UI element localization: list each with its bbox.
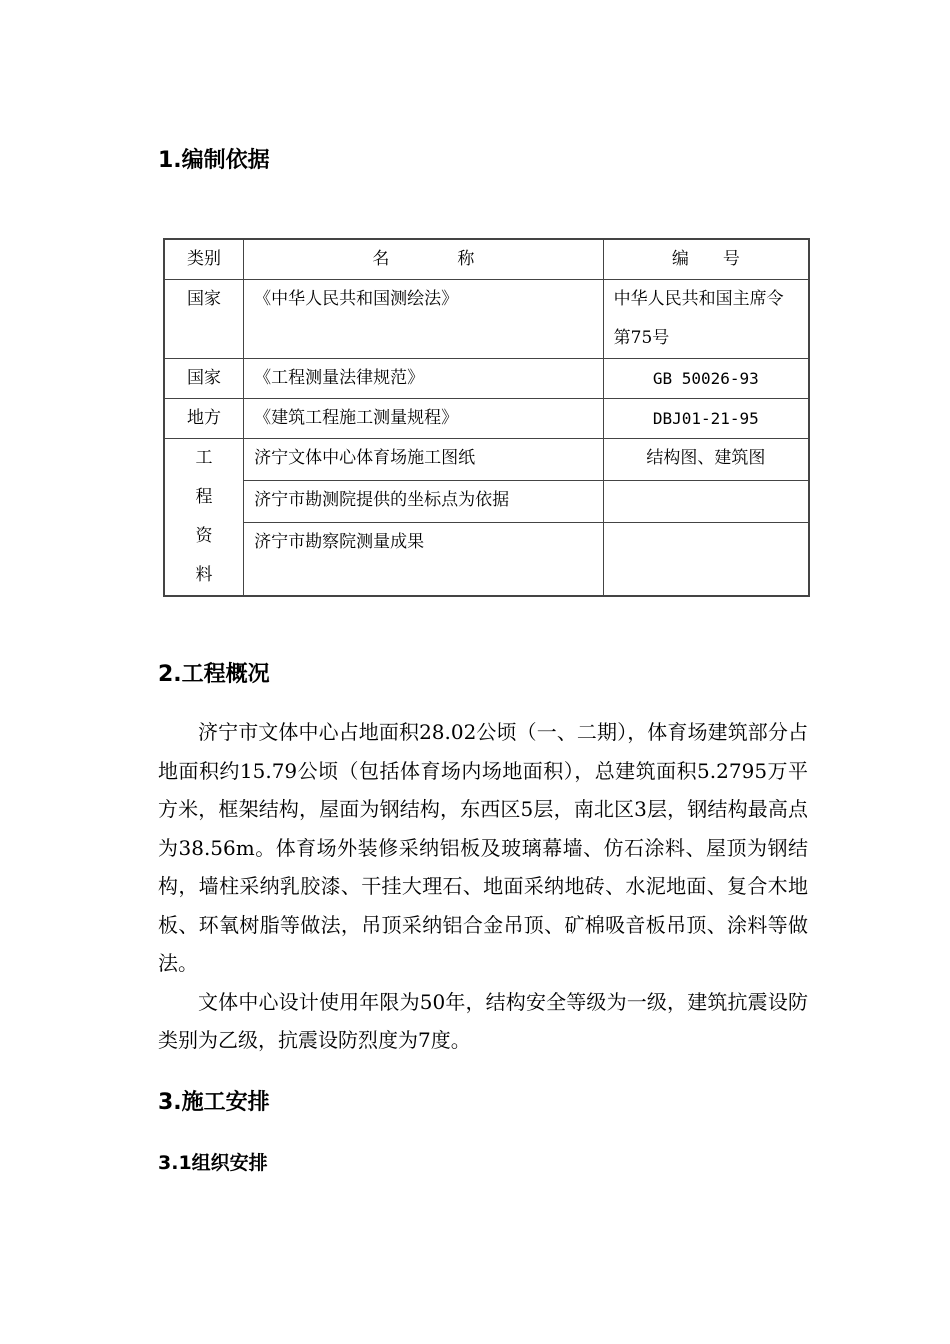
row-name: 《中华人民共和国测绘法》	[244, 280, 604, 359]
row-name: 济宁市勘察院测量成果	[244, 522, 604, 596]
header-name: 名 称	[244, 239, 604, 280]
row-number: GB 50026-93	[603, 359, 809, 399]
row-name: 《工程测量法律规范》	[244, 359, 604, 399]
category-char: 工	[195, 448, 213, 468]
category-char: 程	[195, 487, 213, 507]
category-char: 料	[195, 565, 213, 585]
table-row	[164, 522, 809, 596]
basis-table	[163, 238, 810, 597]
header-category: 类别	[164, 239, 244, 280]
section-heading-arrangement: 3.施工安排	[158, 1090, 270, 1115]
section-heading-basis: 1.编制依据	[158, 148, 270, 173]
row-category: 国家	[164, 280, 244, 359]
table-row	[164, 439, 809, 481]
overview-body	[158, 713, 808, 1060]
section-heading-overview: 2.工程概况	[158, 662, 270, 687]
row-name: 《建筑工程施工测量规程》	[244, 399, 604, 439]
table-row	[164, 399, 809, 439]
header-number: 编 号	[603, 239, 809, 280]
overview-paragraph: 济宁市文体中心占地面积28.02公顷（一、二期），体育场建筑部分占地面积约15.79公顷（包括体育场内场地面积），总建筑面积5.2795万平方米，框架结构，屋面为钢结构，东西区5层，南北区3层，钢结构最高点为38.56m。体育场外装修采纳铝板及玻璃幕墙、仿石涂料、屋顶为钢结构，墙柱采纳乳胶漆、干挂大理石、地面采纳地砖、水泥地面、复合木地板、环氧树脂等做法，吊顶采纳铝合金吊顶、矿棉吸音板吊顶、涂料等做法。	[158, 720, 808, 975]
table-row	[164, 359, 809, 399]
row-number	[603, 522, 809, 596]
row-name: 济宁文体中心体育场施工图纸	[244, 439, 604, 481]
row-number	[603, 480, 809, 522]
row-number: DBJ01-21-95	[603, 399, 809, 439]
row-name: 济宁市勘测院提供的坐标点为依据	[244, 480, 604, 522]
row-category: 地方	[164, 399, 244, 439]
row-number: 中华人民共和国主席令第75号	[603, 280, 809, 359]
table-header-row	[164, 239, 809, 280]
subsection-heading-organization: 3.1组织安排	[158, 1152, 268, 1174]
table-row	[164, 480, 809, 522]
overview-paragraph: 文体中心设计使用年限为50年，结构安全等级为一级，建筑抗震设防类别为乙级，抗震设防烈度为7度。	[158, 989, 808, 1052]
table-row	[164, 280, 809, 359]
row-category: 国家	[164, 359, 244, 399]
row-number: 结构图、建筑图	[603, 439, 809, 481]
project-materials-category	[164, 439, 244, 597]
category-char: 资	[195, 526, 213, 546]
